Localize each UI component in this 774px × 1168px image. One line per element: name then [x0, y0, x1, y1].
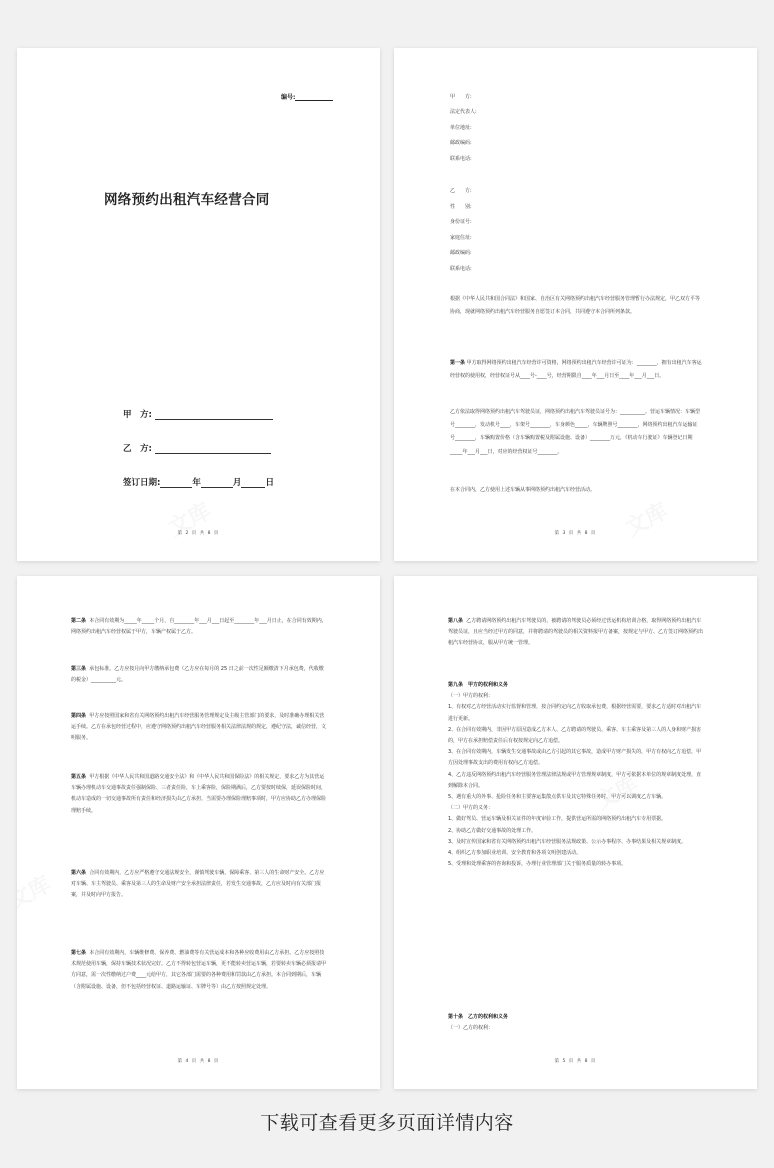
- list-item: 4、乙方违反网络预约出租汽车经营服务管理法律法规或甲方管理规章制度，甲方可依据本单位的规章制度处理，直到解除本合同。: [448, 771, 702, 789]
- contract-number-field: [281, 92, 333, 101]
- sign-date-day: 日: [265, 478, 274, 488]
- article-heading: 第四条: [71, 713, 87, 719]
- article-text: 本合同有效期内，车辆维修费、保养费、燃油费等有关营运成本和各种应收费用由乙方承担。乙方应按照技术规范使用车辆，保持车辆技术状况完好。乙方不得转包营运车辆，更不能转卖营运车辆，若要转卖车辆必须报请甲方同意，需一次性缴纳过户费____元给甲方，其它各部门需要的各种费用和罚款由乙方承担。本合同到期后，车辆（含附属设施、设备，但不包括经营权证、道路运输证、车牌号等）由乙方按照规定处理。: [71, 950, 327, 990]
- article-3: [71, 664, 327, 686]
- article-heading: 第六条: [71, 870, 87, 876]
- article-heading: 第七条: [71, 950, 87, 956]
- list-item: 4、组织乙方参加职业培训、安全教育和各项文明创建活动。: [448, 850, 582, 857]
- article-heading: 第八条: [448, 618, 464, 624]
- document-page-3: [17, 576, 380, 1089]
- page-number: 第 4 页 共 8 页: [177, 1059, 220, 1064]
- page-number: 第 2 页 共 8 页: [177, 531, 220, 536]
- article-text: 甲方根据《中华人民共和国道路交通安全法》和《中华人民共和国保险法》的相关规定，要求乙方为其营运车辆办理机动车交通事故责任强制保险、三者责任险，车上乘客险，保险期满后，乙方要按时续保，延误保险时间，机动车造成的一切交通事故所有责任和经济损失由乙方承担。当需要办理保险理赔事项时，甲方应协助乙方办理保险理赔手续。: [71, 774, 327, 814]
- list-item: 3、及时宣传国家和省有关网络预约出租汽车经营服务法规政策、公示办事程序、办事结果及相关规章制度。: [448, 838, 687, 845]
- gender-field: 性 别:: [450, 204, 472, 210]
- list-item: 3、在合同有效期内，车辆发生交通事故或由乙方引起的其它事故，造成甲方财产损失的，甲方有权向乙方追偿，甲方因处理事故支出的费用有权向乙方追偿。: [448, 749, 702, 767]
- document-page-4: [394, 576, 757, 1089]
- article-heading: 第十条 乙方的权利和义务: [448, 1014, 509, 1020]
- subsection-heading: （一）甲方的权利：: [448, 693, 494, 700]
- article-heading: 第九条 甲方的权利和义务: [448, 682, 509, 688]
- list-item: 1、做好驾员、营运车辆及相关证件的年度审验工作，提供营运所需的网络预约出租汽车专用票据。: [448, 816, 667, 823]
- article-4: [71, 711, 327, 745]
- list-item: 2、协助乙方做好交通事故的处理工作。: [448, 827, 537, 834]
- article-heading: 第一条: [450, 360, 466, 366]
- article-10: [448, 1012, 704, 1034]
- party-a-label: 甲 方:: [123, 410, 152, 420]
- contract-intro: 根据《中华人民共和国合同法》和国家、自治区有关网络预约出租汽车经营服务管理暂行办法规定，甲乙双方平等协商，现就网络预约出租汽车经营服务自愿签订本合同，共同遵守本合同所列条款。: [450, 296, 701, 316]
- page-number: 第 3 页 共 8 页: [554, 531, 597, 536]
- sign-date: [123, 476, 274, 488]
- article-1-paragraph-3: 在本合同内，乙方使用上述车辆从事网络预约出租汽车经营活动。: [450, 487, 596, 493]
- article-5: [71, 772, 327, 817]
- contract-number-label: 编号:: [281, 94, 296, 101]
- party-b-field: 乙 方:: [450, 188, 472, 194]
- party-b-label: 乙 方:: [123, 444, 152, 454]
- id-number-field: 身份证号:: [450, 219, 472, 225]
- sign-date-year: 年: [192, 478, 201, 488]
- watermark: [17, 867, 56, 915]
- document-page-cover: [17, 48, 380, 561]
- phone-field: 联系电话:: [450, 266, 472, 272]
- article-text: 乙方聘请网络预约出租汽车驾驶员的，被聘请的驾驶员必须经过营运机构培训合格，取得网络预约出租汽车驾驶员证，且应当经过甲方的同意，并将聘请的驾驶员的相关资料报甲方备案，按规定与甲方、乙方签订网络预约出租汽车经营协议，服从甲方统一管理。: [448, 618, 704, 647]
- article-7: [71, 948, 327, 993]
- sign-date-month: 月: [232, 478, 242, 488]
- article-2: [71, 616, 327, 638]
- list-item: 5、受理和处理乘客的咨询和投诉，办理行业管理部门关于服务质量的转办事项。: [448, 861, 627, 868]
- address-field: 单位地址:: [450, 125, 472, 131]
- article-1: [450, 357, 702, 383]
- document-title: 网络预约出租汽车经营合同: [104, 192, 270, 208]
- party-b-signature: [123, 442, 271, 454]
- list-item: 2、在合同有效期内，非因甲方原因造成乙方本人、乙方聘请的驾驶员、乘客、车主乘客及第三人的人身和财产损害的，甲方在承担赔偿责任后有权按规定向乙方追偿。: [448, 726, 702, 745]
- article-heading: 第五条: [71, 774, 87, 780]
- article-6: [71, 868, 327, 902]
- page-number: 第 5 页 共 8 页: [554, 1059, 597, 1064]
- home-address-field: 家庭住址:: [450, 235, 472, 241]
- sign-date-label: 签订日期:: [123, 478, 161, 488]
- download-more-prompt[interactable]: 下载可查看更多页面详情内容: [260, 1112, 514, 1134]
- article-text: 甲方应按照国家和省有关网络预约出租汽车经营服务管理规定及主级主管部门的要求，及时准确办理相关营运手续。乙方在承包经营过程中，应遵守网络预约出租汽车经营服务相关法律法规的规定，遵纪守法，诚信经营，文明服务。: [71, 713, 327, 742]
- article-text: 合同有效期内，乙方应严格遵守交通法规安全，谨慎驾驶车辆，保障乘客、第三人的生命财产安全。乙方应对车辆、车主驾驶员、乘客及第三人的生命及财产安全承担法律责任，若发生交通事故，乙方应及时向有关部门报案，并及时向甲方报告。: [71, 870, 325, 899]
- party-a-field: 甲 方:: [450, 94, 472, 100]
- phone-field: 联系电话:: [450, 156, 472, 162]
- article-text: 承包标准。乙方应按月向甲方缴纳承包费（乙方应在每月的 25 日之前一次性足额缴清下月承包费，代收缴的税金）__________元。: [71, 666, 324, 684]
- subsection-heading: （二）甲方的义务：: [448, 805, 494, 812]
- list-item: 1、有权对乙方经营活动实行监督和管理，按合同约定向乙方收取承包费，根据经营需要，要求乙方适时对出租汽车进行更新。: [448, 704, 702, 722]
- subsection-heading: （一）乙方的权利：: [448, 1025, 494, 1032]
- legal-rep-field: 法定代表人:: [450, 109, 477, 115]
- article-text: 本合同有效期为_____年_____个月，自________年___月___日起至________年___月日止，在合同有效期内，网络预约出租汽车经营权属于甲方，车辆产权属于乙方。: [71, 618, 327, 636]
- article-heading: 第二条: [71, 618, 87, 624]
- article-9: [448, 680, 704, 870]
- document-page-2: [394, 48, 757, 561]
- article-1-paragraph-2: 乙方依法取得网络预约出租汽车驾驶员证，网络预约出租汽车驾驶员证号为：__________。营运车辆情况：车辆型号________，发动机号____，车架号________，车身颜色_____，车辆牌照号________，网络预约出租汽车运输证号________，车辆购置价格（含车辆购置税及附属设施、设备）________万元，《机动车行驶证》车辆登记日期_____年___月___日，对应的经营权证号________。: [450, 409, 701, 455]
- list-item: 5、遇有重大的外事、抢险任务和主要客运集散点供车及其它特殊任务时，甲方可以调度乙方车辆。: [448, 794, 667, 801]
- article-8: [448, 616, 704, 650]
- postcode-field: 邮政编码:: [450, 140, 472, 146]
- article-heading: 第三条: [71, 666, 87, 672]
- party-a-signature: [123, 408, 273, 420]
- postcode-field: 邮政编码:: [450, 250, 472, 256]
- article-text: 甲方取得网络预约出租汽车经营许可资格，网络预约出租汽车经营许可证为：________，拥有出租汽车客运经营权的使用权，经营权证号从____号-____号，经营期限自____年___月日至____年___月___日。: [450, 360, 702, 380]
